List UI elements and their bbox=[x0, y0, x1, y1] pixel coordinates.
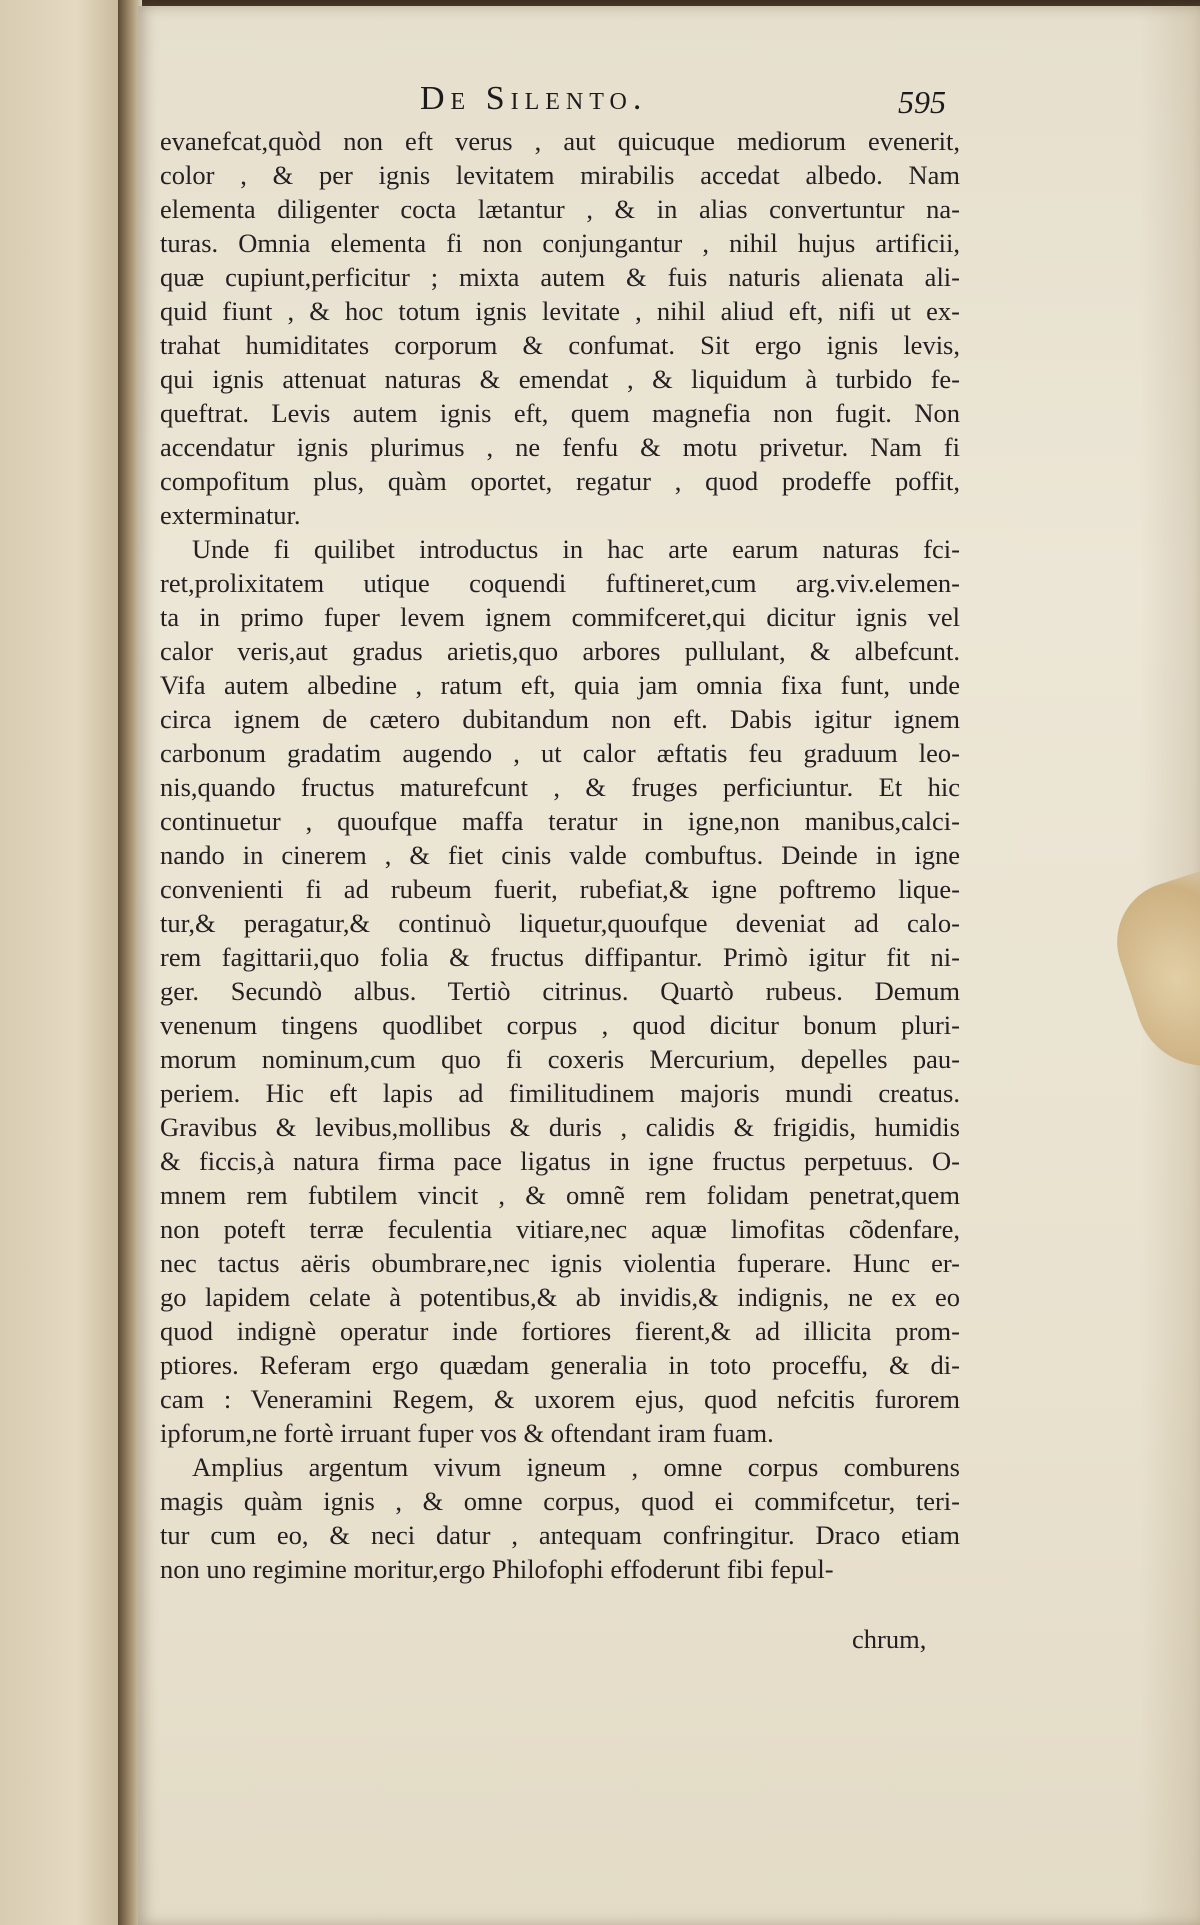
text-line: calor veris,aut gradus arietis,quo arbores pullulant, & albefcunt. bbox=[160, 636, 960, 666]
body-text bbox=[160, 124, 960, 1586]
text-line: continuetur , quoufque maffa teratur in igne,non manibus,calci- bbox=[160, 806, 960, 836]
text-line: quæ cupiunt,perficitur ; mixta autem & fuis naturis alienata ali- bbox=[160, 262, 960, 292]
text-line: exterminatur. bbox=[160, 500, 301, 530]
text-line: magis quàm ignis , & omne corpus, quod ei commifcetur, teri- bbox=[160, 1486, 960, 1516]
text-line: nec tactus aëris obumbrare,nec ignis violentia fuperare. Hunc er- bbox=[160, 1248, 960, 1278]
text-line: non poteft terræ feculentia vitiare,nec aquæ limofitas cõdenfare, bbox=[160, 1214, 960, 1244]
text-line: convenienti fi ad rubeum fuerit, rubefiat,& igne poftremo lique- bbox=[160, 874, 960, 904]
text-line: accendatur ignis plurimus , ne fenfu & motu privetur. Nam fi bbox=[160, 432, 960, 462]
text-line: nis,quando fructus maturefcunt , & fruges perficiuntur. Et hic bbox=[160, 772, 960, 802]
text-line: compofitum plus, quàm oportet, regatur , quod prodeffe poffit, bbox=[160, 466, 960, 496]
text-line: venenum tingens quodlibet corpus , quod dicitur bonum pluri- bbox=[160, 1010, 960, 1040]
text-line: Gravibus & levibus,mollibus & duris , calidis & frigidis, humidis bbox=[160, 1112, 960, 1142]
text-line: quid fiunt , & hoc totum ignis levitate , nihil aliud eft, nifi ut ex- bbox=[160, 296, 960, 326]
text-line: cam : Veneramini Regem, & uxorem ejus, quod nefcitis furorem bbox=[160, 1384, 960, 1414]
text-line: carbonum gradatim augendo , ut calor æftatis feu graduum leo- bbox=[160, 738, 960, 768]
text-line: tur cum eo, & neci datur , antequam confringitur. Draco etiam bbox=[160, 1520, 960, 1550]
text-line: rem fagittarii,quo folia & fructus diffipantur. Primò igitur fit ni- bbox=[160, 942, 960, 972]
text-line: tur,& peragatur,& continuò liquetur,quoufque deveniat ad calo- bbox=[160, 908, 960, 938]
text-line: mnem rem fubtilem vincit , & omnẽ rem folidam penetrat,quem bbox=[160, 1180, 960, 1210]
text-line: Unde fi quilibet introductus in hac arte earum naturas fci- bbox=[192, 534, 960, 564]
text-line: circa ignem de cætero dubitandum non eft. Dabis igitur ignem bbox=[160, 704, 960, 734]
text-line: ret,prolixitatem utique coquendi fuftineret,cum arg.viv.elemen- bbox=[160, 568, 960, 598]
text-line: queftrat. Levis autem ignis eft, quem magnefia non fugit. Non bbox=[160, 398, 960, 428]
text-line: quod indignè operatur inde fortiores fierent,& ad illicita prom- bbox=[160, 1316, 960, 1346]
text-line: go lapidem celate à potentibus,& ab invidis,& indignis, ne ex eo bbox=[160, 1282, 960, 1312]
text-line: non uno regimine moritur,ergo Philofophi effoderunt fibi fepul- bbox=[160, 1554, 834, 1584]
running-title: De Silento. bbox=[420, 80, 648, 117]
text-line: elementa diligenter cocta lætantur , & in alias convertuntur na- bbox=[160, 194, 960, 224]
text-line: Amplius argentum vivum igneum , omne corpus comburens bbox=[192, 1452, 960, 1482]
catchword: chrum, bbox=[852, 1624, 927, 1654]
facing-page-bleed-through bbox=[4, 37, 122, 43]
text-line: Vifa autem albedine , ratum eft, quia jam omnia fixa funt, unde bbox=[160, 670, 960, 700]
text-line: turas. Omnia elementa fi non conjungantur , nihil hujus artificii, bbox=[160, 228, 960, 258]
text-line: trahat humiditates corporum & confumat. Sit ergo ignis levis, bbox=[160, 330, 960, 360]
text-line: ptiores. Referam ergo quædam generalia in toto proceffu, & di- bbox=[160, 1350, 960, 1380]
text-line: evanefcat,quòd non eft verus , aut quicuque mediorum evenerit, bbox=[160, 126, 960, 156]
text-line: ta in primo fuper levem ignem commifceret,qui dicitur ignis vel bbox=[160, 602, 960, 632]
text-line: morum nominum,cum quo fi coxeris Mercurium, depelles pau- bbox=[160, 1044, 960, 1074]
text-line: color , & per ignis levitatem mirabilis accedat albedo. Nam bbox=[160, 160, 960, 190]
page-number: 595 bbox=[898, 84, 946, 120]
text-line: & ficcis,à natura firma pace ligatus in igne fructus perpetuus. O- bbox=[160, 1146, 960, 1176]
text-line: qui ignis attenuat naturas & emendat , & liquidum à turbido fe- bbox=[160, 364, 960, 394]
paragraph bbox=[160, 124, 960, 532]
text-line: ger. Secundò albus. Tertiò citrinus. Quartò rubeus. Demum bbox=[160, 976, 960, 1006]
page-header bbox=[420, 80, 980, 130]
paragraph bbox=[160, 1450, 960, 1586]
text-line: ipforum,ne fortè irruant fuper vos & oftendant iram fuam. bbox=[160, 1418, 774, 1448]
text-line: periem. Hic eft lapis ad fimilitudinem majoris mundi creatus. bbox=[160, 1078, 960, 1108]
facing-page bbox=[0, 0, 128, 1925]
paragraph bbox=[160, 532, 960, 1450]
text-line: nando in cinerem , & fiet cinis valde combuftus. Deinde in igne bbox=[160, 840, 960, 870]
